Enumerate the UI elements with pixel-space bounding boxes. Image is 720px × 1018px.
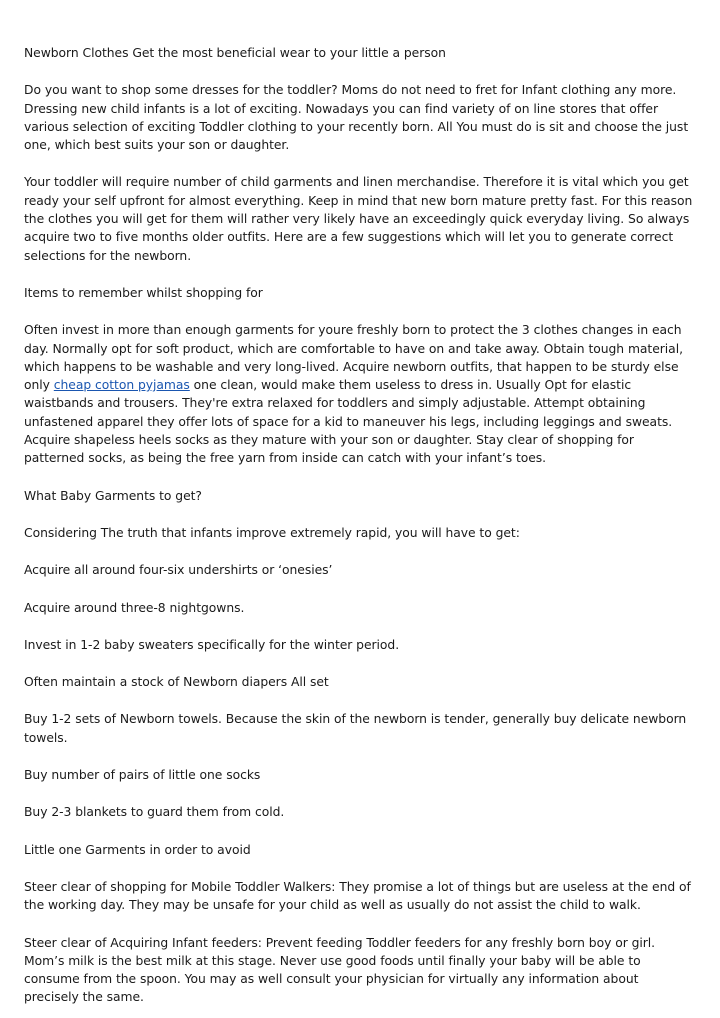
item-blankets: Buy 2-3 blankets to guard them from cold.: [24, 805, 285, 820]
paragraph-considering: Considering The truth that infants improve extremely rapid, you will have to get:: [24, 525, 520, 540]
item-sweaters: Invest in 1-2 baby sweaters specifically for the winter period.: [24, 637, 400, 652]
cheap-cotton-pyjamas-link[interactable]: cheap cotton pyjamas: [53, 378, 190, 393]
heading-garments-to-avoid: Little one Garments in order to avoid: [24, 842, 251, 857]
paragraph-requirements: Your toddler will require number of child garments and linen merchandise. Therefore it is vital which you get ready your self upfront for almost everything. Keep in mind that new born mature pretty fast. For this reason the clothes you will get for them will rather very likely have an exceedingly quick everyday living. So always acquire two to five months older outfits. Here are a few suggestions which will let you to generate correct selections for the newborn.: [24, 175, 693, 263]
heading-what-baby-garments: What Baby Garments to get?: [24, 488, 202, 503]
item-nightgowns: Acquire around three-8 nightgowns.: [24, 600, 245, 615]
item-onesies: Acquire all around four-six undershirts or ‘onesies’: [24, 563, 333, 578]
paragraph-invest: [24, 321, 696, 467]
item-towels: Buy 1-2 sets of Newborn towels. Because the skin of the newborn is tender, generally buy delicate newborn towels.: [24, 712, 687, 745]
item-diapers: Often maintain a stock of Newborn diapers All set: [24, 675, 329, 690]
paragraph-invest-after: one clean, would make them useless to dress in. Usually Opt for elastic waistbands and trousers. They're extra relaxed for toddlers and simply adjustable. Attempt obtaining unfastened apparel they offer lots of space for a kid to maneuver his legs, including leggings and sweats. Acquire shapeless heels socks as they mature with your son or daughter. Stay clear of shopping for patterned socks, as being the free yarn from inside can catch with your infant’s toes.: [24, 378, 673, 466]
item-socks: Buy number of pairs of little one socks: [24, 768, 261, 783]
heading-items-to-remember: Items to remember whilst shopping for: [24, 285, 263, 300]
paragraph-walkers: Steer clear of shopping for Mobile Toddler Walkers: They promise a lot of things but are useless at the end of the working day. They may be unsafe for your child as well as usually do not assist the child to walk.: [24, 879, 691, 913]
paragraph-invest-before: Often invest in more than enough garments for youre freshly born to protect the 3 clothes changes in each day. Normally opt for soft product, which are comfortable to have on and take away. Obtain tough material, which happens to be washable and very long-lived. Acquire newborn outfits, that happen to be sturdy else only: [24, 323, 683, 393]
document-title: Newborn Clothes Get the most beneficial wear to your little a person: [24, 46, 446, 60]
paragraph-intro: Do you want to shop some dresses for the toddler? Moms do not need to fret for Infant clothing any more. Dressing new child infants is a lot of exciting. Nowadays you can find variety of on line stores that offer various selection of exciting Toddler clothing to your recently born. All You must do is sit and choose the just one, which best suits your son or daughter.: [24, 83, 689, 153]
paragraph-feeders: Steer clear of Acquiring Infant feeders: Prevent feeding Toddler feeders for any freshly born boy or girl. Mom’s milk is the best milk at this stage. Never use good foods until finally your baby will be able to consume from the spoon. You may as well consult your physician for virtually any information about precisely the same.: [24, 935, 656, 1005]
